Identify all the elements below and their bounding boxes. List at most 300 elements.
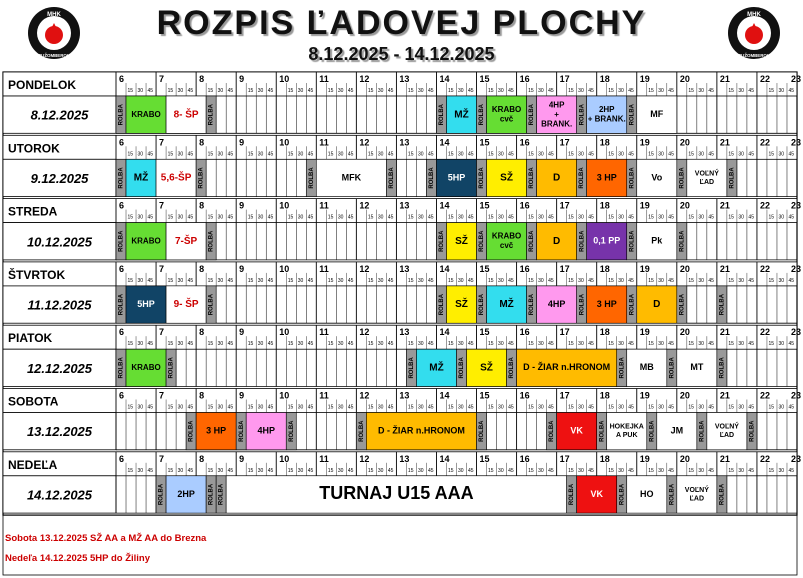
rolba-label: ROLBA: [719, 483, 726, 506]
rolba-label: ROLBA: [208, 293, 215, 316]
quarter-label: 15: [167, 404, 174, 411]
quarter-label: 15: [447, 404, 454, 411]
hour-label: 19: [639, 390, 650, 401]
quarter-label: 45: [508, 341, 514, 348]
session-label: MŽ: [454, 109, 469, 121]
hour-label: 9: [239, 327, 245, 338]
hour-label: 6: [119, 263, 125, 274]
rolba-label: ROLBA: [669, 483, 676, 506]
quarter-label: 15: [327, 277, 334, 284]
quarter-label: 30: [337, 467, 344, 474]
quarter-label: 15: [488, 151, 494, 158]
quarter-label: 30: [578, 341, 584, 348]
quarter-label: 45: [387, 341, 394, 348]
quarter-label: 45: [187, 341, 194, 348]
session-label: 5HP: [447, 172, 466, 183]
quarter-label: 30: [137, 467, 144, 474]
quarter-label: 15: [488, 277, 494, 284]
quarter-label: 30: [778, 467, 785, 474]
hour-label: 9: [239, 200, 245, 211]
quarter-label: 15: [568, 404, 574, 411]
hour-label: 20: [679, 137, 690, 148]
hour-label: 22: [759, 263, 770, 274]
rolba-label: ROLBA: [198, 167, 205, 189]
quarter-label: 45: [468, 467, 474, 474]
quarter-label: 30: [217, 341, 224, 348]
quarter-label: 15: [327, 88, 334, 94]
rolba-label: ROLBA: [188, 420, 195, 442]
quarter-label: 30: [377, 341, 384, 348]
session-label: MŽ: [429, 362, 444, 374]
rolba-label: ROLBA: [629, 293, 636, 316]
session-label: VK: [590, 488, 603, 499]
quarter-label: 15: [247, 151, 254, 158]
quarter-label: 30: [217, 404, 224, 411]
quarter-label: 15: [608, 151, 614, 158]
quarter-label: 45: [788, 88, 795, 94]
quarter-label: 45: [748, 151, 754, 158]
session-label: 3 HP: [596, 298, 617, 309]
quarter-label: 30: [458, 467, 464, 474]
quarter-label: 45: [628, 467, 634, 474]
session-label: D - ŽIAR n.HRONOM: [377, 425, 465, 436]
quarter-label: 30: [417, 88, 424, 94]
quarter-label: 30: [417, 404, 424, 411]
quarter-label: 45: [387, 88, 394, 94]
quarter-label: 15: [127, 214, 134, 221]
session-block: [677, 476, 717, 513]
quarter-label: 15: [447, 214, 454, 221]
rolba-label: ROLBA: [168, 357, 175, 379]
session-label: MT: [690, 362, 704, 373]
quarter-label: 15: [568, 151, 574, 158]
quarter-label: 30: [257, 341, 264, 348]
hour-label: 19: [639, 200, 650, 211]
hour-label: 11: [319, 453, 329, 464]
hour-label: 6: [119, 74, 125, 84]
quarter-label: 30: [698, 341, 704, 348]
quarter-label: 15: [207, 151, 214, 158]
rolba-label: ROLBA: [549, 420, 556, 442]
quarter-label: 45: [668, 88, 674, 94]
quarter-label: 15: [768, 277, 775, 284]
session-label: 4HP: [547, 298, 566, 309]
rolba-label: ROLBA: [459, 357, 466, 379]
quarter-label: 45: [147, 88, 154, 94]
quarter-label: 30: [658, 467, 664, 474]
quarter-label: 15: [207, 467, 214, 474]
hour-label: 22: [759, 327, 770, 338]
quarter-label: 30: [257, 151, 264, 158]
quarter-label: 30: [538, 277, 544, 284]
quarter-label: 15: [407, 277, 414, 284]
note-saturday: Sobota 13.12.2025 SŽ AA a MŽ AA do Brezna: [5, 533, 207, 544]
hour-label: 15: [479, 453, 490, 464]
rolba-label: ROLBA: [679, 167, 686, 189]
quarter-label: 30: [337, 88, 344, 94]
quarter-label: 45: [588, 341, 594, 348]
quarter-label: 15: [528, 467, 534, 474]
quarter-label: 30: [618, 467, 624, 474]
quarter-label: 30: [738, 151, 744, 158]
rolba-label: ROLBA: [749, 420, 756, 442]
quarter-label: 15: [207, 214, 214, 221]
quarter-label: 15: [247, 214, 254, 221]
quarter-label: 30: [538, 214, 544, 221]
quarter-label: 15: [327, 467, 334, 474]
rolba-label: ROLBA: [358, 420, 365, 442]
hour-label: 9: [239, 390, 245, 401]
quarter-label: 30: [778, 277, 785, 284]
hour-label: 21: [719, 263, 730, 274]
quarter-label: 30: [698, 214, 704, 221]
quarter-label: 30: [658, 88, 664, 94]
quarter-label: 30: [498, 214, 504, 221]
rolba-label: ROLBA: [439, 103, 446, 126]
quarter-label: 45: [307, 214, 314, 221]
hour-label: 7: [159, 327, 165, 338]
logo-text-bottom: RUŽOMBEROK: [38, 53, 70, 58]
hour-label: 22: [759, 74, 770, 84]
quarter-label: 30: [658, 404, 664, 411]
hour-label: 8: [199, 327, 205, 338]
rolba-label: ROLBA: [579, 230, 586, 252]
session-label: MŽ: [499, 299, 514, 311]
rolba-label: ROLBA: [439, 230, 446, 252]
quarter-label: 45: [147, 214, 154, 221]
rolba-label: ROLBA: [729, 167, 736, 189]
quarter-label: 30: [658, 341, 664, 348]
rolba-label: ROLBA: [158, 483, 165, 506]
quarter-label: 15: [247, 404, 254, 411]
day-date: 10.12.2025: [26, 234, 93, 250]
quarter-label: 45: [748, 404, 754, 411]
quarter-label: 45: [267, 404, 274, 411]
quarter-label: 15: [447, 88, 454, 94]
quarter-label: 45: [788, 467, 795, 474]
quarter-label: 15: [488, 404, 494, 411]
quarter-label: 45: [427, 214, 434, 221]
hour-label: 21: [719, 200, 730, 211]
quarter-label: 15: [728, 214, 734, 221]
quarter-label: 30: [337, 341, 344, 348]
quarter-label: 45: [748, 341, 754, 348]
quarter-label: 30: [738, 341, 744, 348]
quarter-label: 30: [417, 341, 424, 348]
session-label: 3 HP: [596, 172, 617, 183]
quarter-label: 15: [768, 404, 775, 411]
quarter-label: 45: [788, 341, 795, 348]
hour-label: 16: [519, 200, 530, 211]
hour-label: 19: [639, 453, 650, 464]
rolba-label: ROLBA: [599, 420, 606, 442]
quarter-label: 45: [668, 467, 674, 474]
session-block: [607, 413, 647, 450]
quarter-label: 30: [257, 88, 264, 94]
session-label: VOĽNÝ: [714, 423, 739, 431]
hour-label: 7: [159, 263, 165, 274]
quarter-label: 30: [738, 88, 744, 94]
quarter-label: 45: [347, 88, 354, 94]
quarter-label: 45: [588, 88, 594, 94]
quarter-label: 30: [578, 404, 584, 411]
quarter-label: 45: [628, 151, 634, 158]
quarter-label: 15: [728, 341, 734, 348]
quarter-label: 15: [367, 467, 374, 474]
hour-label: 12: [359, 390, 370, 401]
quarter-label: 45: [307, 341, 314, 348]
quarter-label: 30: [618, 151, 624, 158]
rolba-label: ROLBA: [629, 230, 636, 252]
logo-text-top: MHK: [47, 12, 61, 18]
quarter-label: 45: [508, 467, 514, 474]
quarter-label: 45: [468, 88, 474, 94]
quarter-label: 45: [508, 88, 514, 94]
quarter-label: 45: [708, 341, 714, 348]
quarter-label: 15: [608, 467, 614, 474]
quarter-label: 30: [377, 88, 384, 94]
session-label: D - ŽIAR n.HRONOM: [523, 362, 611, 373]
quarter-label: 15: [407, 404, 414, 411]
quarter-label: 15: [407, 467, 414, 474]
quarter-label: 30: [177, 341, 184, 348]
quarter-label: 45: [187, 151, 194, 158]
quarter-label: 45: [427, 88, 434, 94]
rolba-label: ROLBA: [529, 103, 536, 126]
quarter-label: 45: [748, 88, 754, 94]
hour-label: 22: [759, 137, 770, 148]
quarter-label: 45: [468, 341, 474, 348]
hour-label: 23: [791, 327, 802, 338]
day-date: 8.12.2025: [30, 107, 89, 123]
hour-label: 10: [279, 200, 290, 211]
hour-label: 21: [719, 390, 730, 401]
day-date: 9.12.2025: [30, 170, 89, 186]
hour-label: 8: [199, 137, 205, 148]
quarter-label: 45: [347, 467, 354, 474]
logo-text-top: MHK: [747, 12, 761, 18]
quarter-label: 15: [528, 151, 534, 158]
hour-label: 11: [319, 263, 329, 274]
hour-label: 23: [791, 453, 802, 464]
hour-label: 7: [159, 137, 165, 148]
hour-label: 18: [599, 327, 610, 338]
hour-label: 7: [159, 453, 165, 464]
quarter-label: 15: [648, 88, 654, 94]
rolba-label: ROLBA: [218, 483, 225, 506]
hour-label: 8: [199, 390, 205, 401]
quarter-label: 15: [728, 467, 734, 474]
quarter-label: 15: [167, 214, 174, 221]
quarter-label: 30: [137, 404, 144, 411]
quarter-label: 45: [668, 151, 674, 158]
quarter-label: 30: [297, 88, 304, 94]
quarter-label: 30: [658, 277, 664, 284]
quarter-label: 15: [608, 214, 614, 221]
quarter-label: 15: [568, 341, 574, 348]
hour-label: 16: [519, 327, 530, 338]
quarter-label: 45: [267, 277, 274, 284]
hour-label: 20: [679, 453, 690, 464]
quarter-label: 30: [778, 151, 785, 158]
quarter-label: 30: [738, 467, 744, 474]
quarter-label: 30: [778, 214, 785, 221]
quarter-label: 45: [187, 214, 194, 221]
hour-label: 10: [279, 137, 290, 148]
hour-label: 10: [279, 390, 290, 401]
session-label: ĽAD: [699, 179, 715, 187]
hour-label: 20: [679, 327, 690, 338]
rolba-label: ROLBA: [679, 293, 686, 316]
quarter-label: 45: [307, 277, 314, 284]
quarter-label: 30: [658, 151, 664, 158]
hour-label: 22: [759, 200, 770, 211]
rolba-label: ROLBA: [479, 293, 486, 316]
rolba-label: ROLBA: [118, 230, 125, 252]
quarter-label: 15: [568, 277, 574, 284]
quarter-label: 30: [217, 214, 224, 221]
quarter-label: 45: [668, 341, 674, 348]
rolba-label: ROLBA: [479, 420, 486, 442]
day-name: PONDELOK: [8, 78, 77, 92]
quarter-label: 15: [648, 404, 654, 411]
session-label: JM: [670, 425, 684, 436]
quarter-label: 15: [287, 404, 294, 411]
quarter-label: 45: [307, 88, 314, 94]
quarter-label: 30: [417, 467, 424, 474]
quarter-label: 15: [768, 467, 775, 474]
hour-label: 12: [359, 137, 370, 148]
hour-label: 18: [599, 390, 610, 401]
quarter-label: 45: [548, 151, 554, 158]
quarter-label: 45: [147, 404, 154, 411]
session-label: MF: [650, 109, 664, 120]
quarter-label: 15: [127, 404, 134, 411]
quarter-label: 15: [728, 151, 734, 158]
rolba-label: ROLBA: [579, 167, 586, 189]
quarter-label: 15: [367, 341, 374, 348]
hour-label: 23: [791, 200, 802, 211]
quarter-label: 15: [528, 341, 534, 348]
quarter-label: 15: [367, 88, 374, 94]
quarter-label: 45: [147, 277, 154, 284]
quarter-label: 30: [658, 214, 664, 221]
quarter-label: 15: [127, 151, 134, 158]
day-date: 12.12.2025: [26, 360, 93, 376]
quarter-label: 30: [377, 214, 384, 221]
session-label: KRABO: [131, 236, 161, 246]
quarter-label: 15: [207, 341, 214, 348]
quarter-label: 45: [508, 214, 514, 221]
quarter-label: 15: [247, 467, 254, 474]
quarter-label: 45: [227, 341, 234, 348]
hour-label: 7: [159, 74, 165, 84]
hour-label: 11: [319, 200, 329, 211]
quarter-label: 15: [327, 341, 334, 348]
quarter-label: 30: [618, 277, 624, 284]
quarter-label: 30: [137, 88, 144, 94]
quarter-label: 45: [708, 277, 714, 284]
day-date: 13.12.2025: [26, 424, 93, 440]
quarter-label: 45: [227, 467, 234, 474]
quarter-label: 45: [347, 214, 354, 221]
notes-box: [3, 515, 797, 575]
hour-label: 11: [319, 137, 329, 148]
hour-label: 17: [559, 263, 570, 274]
quarter-label: 30: [217, 88, 224, 94]
session-label: HOKEJKA: [609, 423, 644, 431]
session-label: 7-ŠP: [174, 235, 198, 247]
quarter-label: 30: [738, 214, 744, 221]
rolba-label: ROLBA: [529, 293, 536, 316]
quarter-label: 45: [227, 88, 234, 94]
quarter-label: 15: [127, 341, 134, 348]
session-label: ĽAD: [689, 495, 705, 503]
quarter-label: 15: [207, 404, 214, 411]
hour-label: 23: [791, 74, 802, 84]
quarter-label: 15: [447, 341, 454, 348]
quarter-label: 45: [468, 214, 474, 221]
quarter-label: 45: [187, 404, 194, 411]
quarter-label: 15: [367, 277, 374, 284]
quarter-label: 45: [548, 277, 554, 284]
session-label: SŽ: [500, 172, 513, 184]
quarter-label: 15: [488, 88, 494, 94]
hour-label: 6: [119, 200, 125, 211]
quarter-label: 15: [287, 88, 294, 94]
session-label: cvč: [499, 241, 514, 251]
quarter-label: 15: [688, 404, 694, 411]
session-label: 9- ŠP: [173, 299, 199, 311]
quarter-label: 45: [187, 88, 194, 94]
session-label: VOĽNÝ: [684, 487, 709, 495]
quarter-label: 45: [628, 214, 634, 221]
quarter-label: 30: [377, 151, 384, 158]
quarter-label: 45: [387, 214, 394, 221]
quarter-label: 45: [347, 341, 354, 348]
quarter-label: 45: [427, 341, 434, 348]
quarter-label: 15: [768, 214, 775, 221]
quarter-label: 15: [407, 88, 414, 94]
quarter-label: 15: [207, 277, 214, 284]
quarter-label: 15: [688, 341, 694, 348]
quarter-label: 30: [778, 88, 785, 94]
quarter-label: 30: [538, 88, 544, 94]
day-name: ŠTVRTOK: [8, 267, 66, 282]
quarter-label: 30: [458, 341, 464, 348]
quarter-label: 45: [227, 151, 234, 158]
hour-label: 15: [479, 327, 490, 338]
quarter-label: 15: [167, 341, 174, 348]
quarter-label: 15: [768, 341, 775, 348]
hour-label: 9: [239, 263, 245, 274]
quarter-label: 45: [588, 404, 594, 411]
session-label: A PUK: [615, 432, 638, 440]
rolba-label: ROLBA: [409, 357, 416, 379]
quarter-label: 15: [447, 277, 454, 284]
hour-label: 15: [479, 137, 490, 148]
quarter-label: 30: [498, 277, 504, 284]
rolba-label: ROLBA: [529, 167, 536, 189]
quarter-label: 30: [297, 151, 304, 158]
hour-label: 8: [199, 200, 205, 211]
hour-label: 16: [519, 390, 530, 401]
hour-label: 19: [639, 263, 650, 274]
quarter-label: 15: [407, 341, 414, 348]
quarter-label: 30: [698, 404, 704, 411]
quarter-label: 45: [708, 214, 714, 221]
quarter-label: 45: [387, 277, 394, 284]
